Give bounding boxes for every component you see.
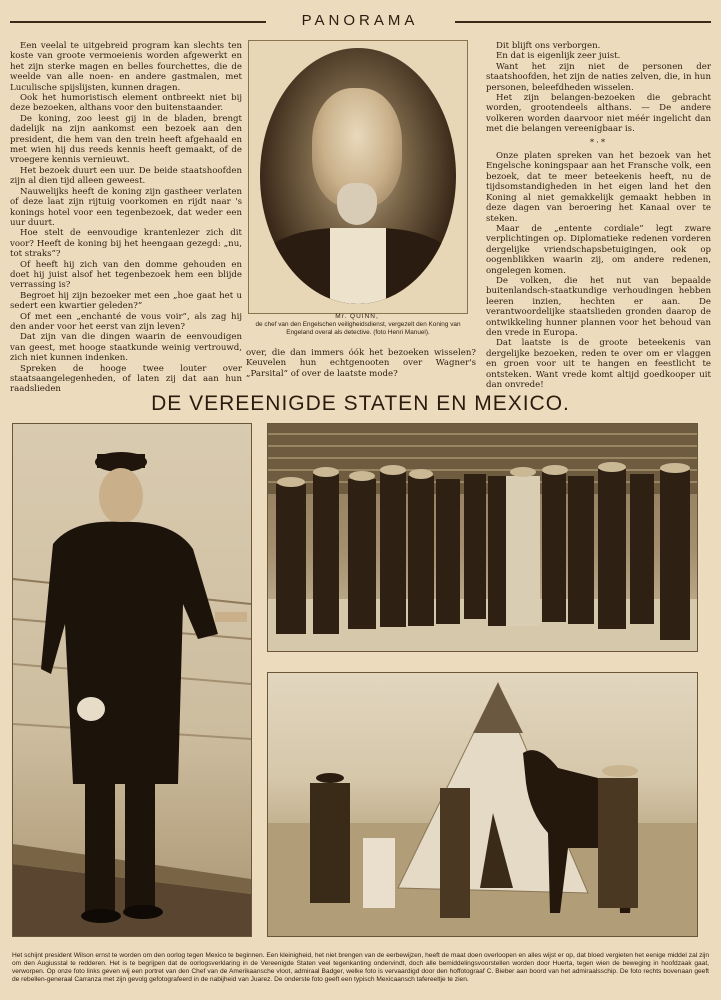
paragraph: Ook het humoristisch element ontbreekt niet bij deze bezoeken, althans voor den buitenstaander. bbox=[10, 93, 242, 114]
paragraph: Of met een „enchanté de vous voir”, als zag hij den ander voor het eerst van zijn leven? bbox=[10, 311, 242, 332]
paragraph: De koning, zoo leest gij in de bladen, brengt dadelijk na zijn aankomst een bezoek aan den president, die hem van den trein heeft afgehaald en met wien hij dus reeds kennis heeft gemaakt, of de vroegere kennis vernieuwt. bbox=[10, 113, 242, 166]
paragraph: Onze platen spreken van het bezoek van het Engelsche koningspaar aan het Fransche volk, een bezoek, dat te meer beteekenis heeft, nu de tijdsomstandigheden in het eigen land het den Koning al niet gemakkelijk gemaakt hebben in deze dagen van beroering het Kanaal over te steken. bbox=[486, 151, 711, 224]
portrait-caption: de chef van den Engelschen veiligheidsdienst, vergezelt den Koning van Engeland overal als detective. (foto Henri Manuel). bbox=[255, 321, 461, 336]
header-rule-right bbox=[455, 21, 711, 23]
article-column-left bbox=[10, 41, 242, 395]
portrait-photo bbox=[260, 48, 456, 304]
admiral-badger-photo bbox=[12, 423, 252, 937]
paragraph: Spreken de hooge twee louter over staatsaangelegenheden, of laten zij dat aan hun raadslieden bbox=[10, 363, 242, 395]
header-rule-left bbox=[10, 21, 266, 23]
section-title: DE VEREENIGDE STATEN EN MEXICO. bbox=[151, 392, 570, 415]
paragraph: Dat zijn van die dingen waarin de eenvoudigen van geest, met hooge staatkunde weinig vertrouwd, zich niet kunnen indenken. bbox=[10, 332, 242, 364]
paragraph: Maar de „entente cordiale” legt zware verplichtingen op. Diplomatieke redenen vorderen dergelijke vriendschapsbetuigingen, ook op oogenblikken waarin zij, om andere redenen, ongelegen komen. bbox=[486, 223, 711, 276]
article-column-right bbox=[486, 41, 711, 390]
paragraph: Begroet hij zijn bezoeker met een „hoe gaat het u sedert een kwartier geleden?” bbox=[10, 290, 242, 312]
paragraph: over, die dan immers óók het bezoeken wisselen? Keuvelen hun echtgenooten over Wagner's „Parsital” of over de laatste mode? bbox=[246, 348, 476, 379]
paragraph: Dit blijft ons verborgen. bbox=[496, 41, 601, 51]
paragraph: Of heeft hij zich van den domme gehouden en doet hij juist alsof het tegenbezoek hem een blijde verrassing is? bbox=[10, 259, 242, 291]
paragraph: Want het zijn niet de personen der staatshoofden, het zijn de naties zelven, die, in hun personen, beleefdheden wisselen. bbox=[486, 61, 711, 93]
paragraph: En dat is eigenlijk zeer juist. bbox=[496, 51, 621, 62]
portrait-name: Mr. QUINN, bbox=[335, 313, 379, 320]
rebel-general-carranza-photo bbox=[267, 423, 698, 652]
paragraph: Nauwelijks heeft de koning zijn gastheer verlaten of deze laat zijn rijtuig voorkomen en rijdt naar 's konings hotel voor een tegenbezoek, dat weder een uur duurt. bbox=[10, 186, 242, 228]
section-divider: *·* bbox=[589, 137, 608, 148]
paragraph: Dat laatste is de groote beteekenis van dergelijke bezoeken, reden te over om er vlaggen en groen voor uit te hangen en feestlicht te ontsteken. Want vrede komt altijd goedkooper uit dan onvrede! bbox=[486, 338, 711, 390]
paragraph: Een veelal te uitgebreid program kan slechts ten koste van groote vermoeienis worden afgewerkt en het zijn sterke magen en belles fourchettes, die de weelde van alle noen- en andere gastmalen, met Luculische spijslijsten, kunnen dragen. bbox=[10, 41, 242, 93]
paragraph: Het zijn belangen-bezoeken die gebracht worden, grootendeels althans. — De andere volkeren worden daarvoor niet méér ingelicht dan met die belangen vereenigbaar is. bbox=[486, 93, 711, 135]
article-column-middle bbox=[246, 348, 476, 379]
paragraph: Hoe stelt de eenvoudige krantenlezer zich dit voor? Heeft de koning bij het heengaan gezegd: „nu, tot straks”? bbox=[10, 228, 242, 260]
mexican-camp-photo bbox=[267, 672, 698, 937]
page-header-title: PANORAMA bbox=[301, 12, 419, 29]
paragraph: Het bezoek duurt een uur. De beide staatshoofden zijn al dien tijd alleen geweest. bbox=[10, 165, 242, 187]
paragraph: De volken, die het nut van bepaalde buitenlandsch-staatkundige verhoudingen hebben leeren inzien, hechten er aan. De verantwoordelijke staatslieden gronden daarop de ontwikkeling hunner plannen voor het behoud van den vrede in Europa. bbox=[486, 275, 711, 338]
photos-caption: Het schijnt president Wilson ernst te worden om den oorlog tegen Mexico te beginnen. Een kleinigheid, het niet brengen van de eerbewijzen, heeft de maat doen overloopen en alles wijst er op, dat bloed vergieten het eenige middel zal zijn om den Augiusstal te redderen. Het is te begrijpen dat de oorlogsverklaring in de Vereenigde Staten veel tegenkanting ondervindt, doch alle bemiddelingsvoorstellen worden door Huerta, tegen wien de beweging in hoofdzaak gaat, verworpen. Op onze foto links geven wij een portret van den Chef van de Amerikaansche vloot, admiraal Badger, welke foto is vervaardigd door den hoffotograaf C. Bieber aan boord van het admiraalsschip. De foto rechts bovenaan geeft de rebellen-generaal Carranza met zijn gevolg gefotografeerd in de nabijheid van Juarez. De onderste foto geeft een typisch Mexicaansch tafereeltje te zien. bbox=[12, 952, 709, 983]
